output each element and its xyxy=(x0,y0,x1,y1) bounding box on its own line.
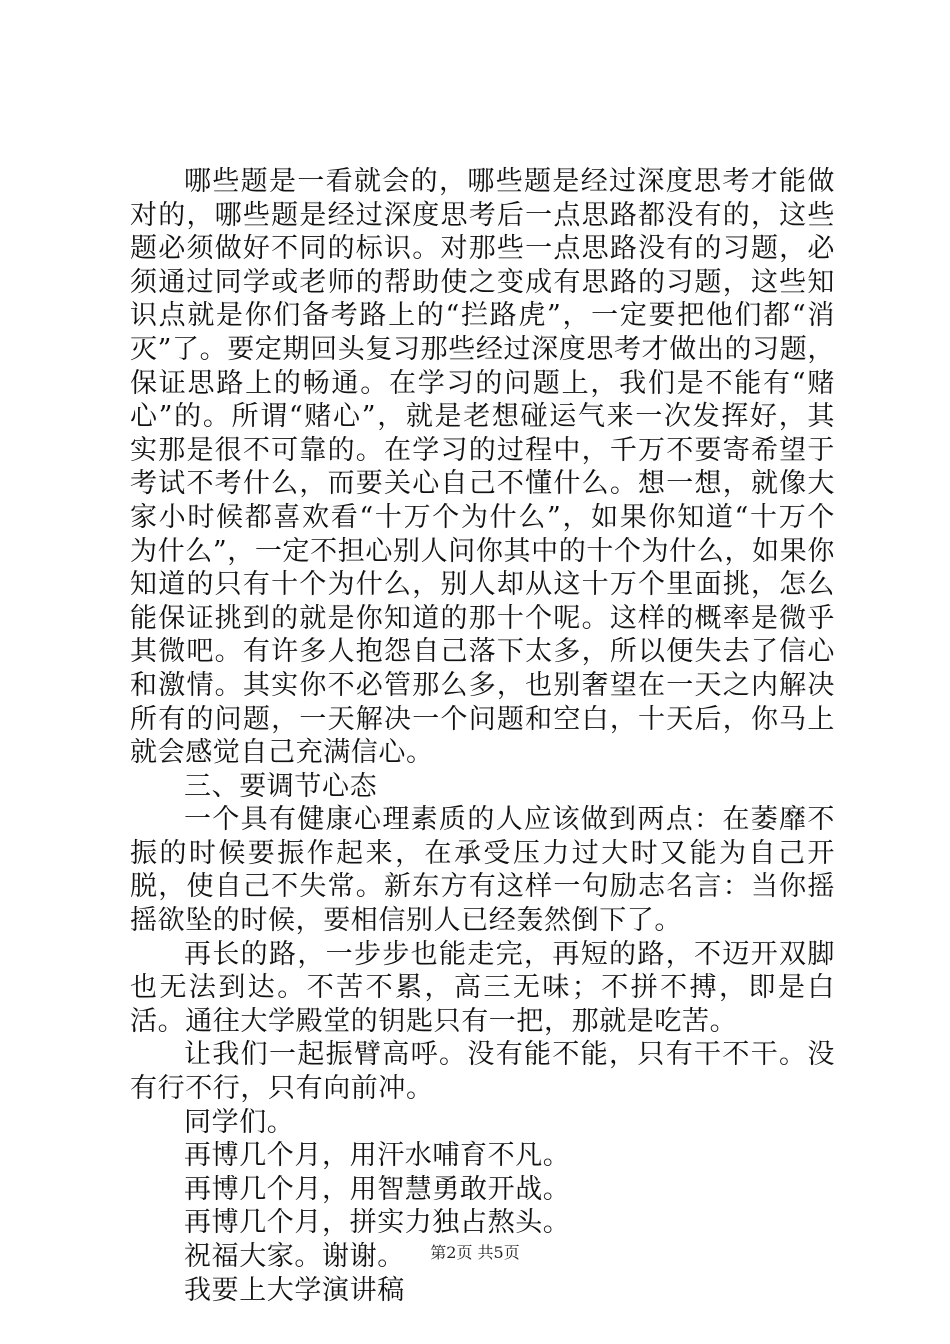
paragraph-months-strength: 再博几个月，拼实力独占熬头。 xyxy=(184,1207,571,1239)
paragraph-classmates: 同学们。 xyxy=(184,1106,295,1138)
body-text xyxy=(130,165,835,1307)
paragraph-blessing: 祝福大家。谢谢。 xyxy=(184,1241,405,1272)
section-heading-mindset: 三、要调节心态 xyxy=(184,770,378,802)
paragraph-call-to-action: 让我们一起振臂高呼。没有能不能，只有干不干。没有行不行，只有向前冲。 xyxy=(130,1039,835,1105)
paragraph-months-sweat: 再博几个月，用汗水哺育不凡。 xyxy=(184,1140,571,1172)
paragraph-months-wisdom: 再博几个月，用智慧勇敢开战。 xyxy=(184,1173,571,1205)
paragraph-long-road: 再长的路，一步步也能走完，再短的路，不迈开双脚也无法到达。不苦不累，高三无味；不拼不搏，即是白活。通往大学殿堂的钥匙只有一把，那就是吃苦。 xyxy=(130,938,835,1037)
paragraph-mental-health: 一个具有健康心理素质的人应该做到两点：在萎靡不振的时候要振作起来，在承受压力过大时又能为自己开脱，使自己不失常。新东方有这样一句励志名言：当你摇摇欲坠的时候，要相信别人已经轰然倒下了。 xyxy=(130,804,835,937)
paragraph-study-method: 哪些题是一看就会的，哪些题是经过深度思考才能做对的，哪些题是经过深度思考后一点思路都没有的，这些题必须做好不同的标识。对那些一点思路没有的习题，必须通过同学或老师的帮助使之变成有思路的习题，这些知识点就是你们备考路上的“拦路虎”，一定要把他们都“消灭”了。要定期回头复习那些经过深度思考才做出的习题，保证思路上的畅通。在学习的问题上，我们是不能有“赌心”的。所谓“赌心”，就是老想碰运气来一次发挥好，其实那是很不可靠的。在学习的过程中，千万不要寄希望于考试不考什么，而要关心自己不懂什么。想一想，就像大家小时候都喜欢看“十万个为什么”，如果你知道“十万个为什么”，一定不担心别人问你其中的十个为什么，如果你知道的只有十个为什么，别人却从这十万个里面挑，怎么能保证挑到的就是你知道的那十个呢。这样的概率是微乎其微吧。有许多人抱怨自己落下太多，所以便失去了信心和激情。其实你不必管那么多，也别奢望在一天之内解决所有的问题，一天解决一个问题和空白，十天后，你马上就会感觉自己充满信心。 xyxy=(130,166,835,769)
paragraph-speech-title: 我要上大学演讲稿 xyxy=(184,1274,405,1306)
page-footer: 第2页 共5页 xyxy=(430,1243,520,1262)
